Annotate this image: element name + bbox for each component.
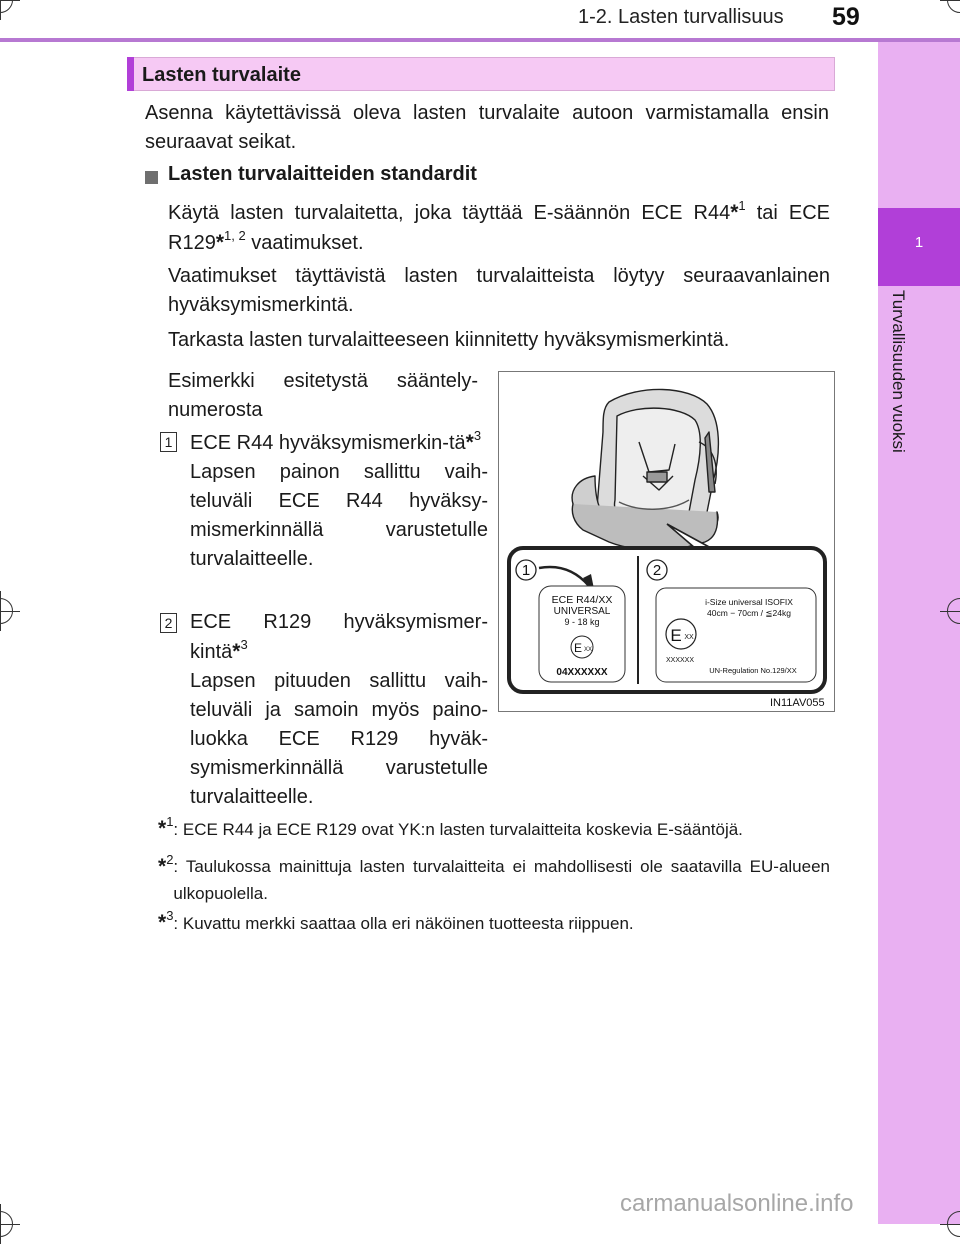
watermark: carmanualsonline.info (620, 1190, 854, 1217)
callout-2: 2 (652, 562, 662, 579)
intro-paragraph: Asenna käytettävissä oleva lasten turvalaite autoon varmistamalla ensin seuraavat seikat. (145, 102, 829, 153)
footnote-ref: 1 (738, 198, 746, 213)
footnote-ref: 3 (240, 637, 248, 652)
item-r129-description: Lapsen pituuden sallittu vaih-teluväli ja samoin myös paino-luokka ECE R129 hyväk-symismerkinnällä varustetulle turvalaitteelle. (190, 670, 488, 808)
footnote-star-icon: * (158, 817, 167, 840)
r44-line3: 9 - 18 kg (564, 617, 600, 627)
standards-text-c: vaatimukset. (245, 232, 364, 254)
r129-regulation: UN-Regulation No.129/XX (709, 666, 797, 675)
item-r129-title-line (190, 608, 488, 667)
check-paragraph: Tarkasta lasten turvalaitteeseen kiinnitetty hyväksymismerkintä. (168, 329, 730, 351)
crop-mark-icon (0, 1211, 13, 1237)
r44-line2: UNIVERSAL (553, 606, 611, 617)
page-number: 59 (832, 3, 860, 31)
footnote-star-icon: * (730, 201, 739, 224)
footnote-star-icon: * (465, 431, 474, 454)
standards-text-b: tai ECE R129 (168, 202, 831, 254)
r44-e-mark: E (573, 641, 583, 655)
item-r44-description: Lapsen painon sallittu vaih-teluväli ECE R44 hyväksy-mismerkinnällä varustetulle turvalaitteelle. (190, 461, 488, 570)
r129-number: XXXXXX (665, 657, 695, 664)
chapter-title-vertical (878, 290, 918, 550)
footnote-mark-wrap (158, 853, 173, 907)
item-number-2: 2 (160, 613, 177, 633)
footnote-2 (158, 853, 830, 907)
footnote-star-icon: * (158, 911, 167, 934)
r129-line2: 40cm − 70cm / ≦24kg (707, 608, 791, 618)
r44-line1: ECE R44/XX (551, 594, 613, 606)
crop-mark-icon (947, 1211, 960, 1237)
bullet-square-icon (145, 171, 158, 184)
callout-1: 1 (521, 562, 531, 579)
footnote-marker: 2 (166, 852, 174, 867)
footnote-star-icon: * (158, 855, 167, 878)
example-intro (168, 367, 488, 425)
r44-number: 04XXXXXX (556, 667, 608, 678)
standards-text-a: Käytä lasten turvalaitetta, joka täyttää E-säännön ECE R44 (168, 202, 731, 224)
footnote-star-icon: * (232, 640, 241, 663)
crop-mark-icon (0, 0, 13, 13)
example-intro-text: Esimerkki esitetystä sääntely-numerosta (168, 370, 478, 421)
running-header: 1-2. Lasten turvallisuus (578, 6, 784, 28)
item-r44-title: ECE R44 hyväksymismerkin-tä (190, 432, 466, 454)
footnote-marker: 3 (166, 908, 174, 923)
r129-e-mark: E (670, 626, 682, 645)
chapter-tab[interactable]: 1 (878, 208, 960, 286)
figure-code: IN11AV055 (770, 697, 825, 709)
section-title: Lasten turvalaite (142, 64, 301, 86)
footnote-marker: 1 (166, 814, 174, 829)
item-r129-title: ECE R129 hyväksymismer-kintä (190, 611, 488, 663)
footnote-1 (158, 815, 830, 843)
standards-paragraph (168, 198, 830, 258)
crop-mark-icon (947, 0, 960, 13)
footnote-text: : Taulukossa mainittuja lasten turvalaitteita ei mahdollisesti ole saatavilla EU-alueen ulkopuolella. (173, 857, 830, 903)
footnote-3 (158, 909, 830, 937)
footnote-text: : Kuvattu merkki saattaa olla eri näköinen tuotteesta riippuen. (173, 914, 634, 933)
item-r44-title-line (190, 428, 488, 458)
item-r44 (190, 428, 488, 574)
item-number-1: 1 (160, 432, 177, 452)
child-seat-icon (572, 389, 718, 550)
r129-line1: i-Size universal ISOFIX (705, 597, 793, 607)
r129-e-sub: XX (684, 634, 694, 641)
footnote-ref: 3 (473, 428, 482, 443)
footnote-ref: 1, 2 (224, 228, 246, 243)
chapter-title: Turvallisuuden vuoksi (889, 290, 908, 453)
crop-mark-icon (0, 598, 13, 624)
item-r129 (190, 608, 488, 812)
subsection-heading: Lasten turvalaitteiden standardit (168, 163, 477, 185)
footnote-star-icon: * (215, 231, 224, 254)
requirements-paragraph: Vaatimukset täyttävistä lasten turvalaitteista löytyy seuraavanlainen hyväksymismerkintä. (168, 265, 830, 316)
footnote-text: : ECE R44 ja ECE R129 ovat YK:n lasten turvalaitteita koskevia E-sääntöjä. (173, 820, 743, 839)
section-heading-bar (127, 57, 835, 91)
r44-e-sub: XX (583, 647, 593, 653)
child-seat-illustration (499, 372, 834, 711)
header-rule (0, 38, 960, 42)
